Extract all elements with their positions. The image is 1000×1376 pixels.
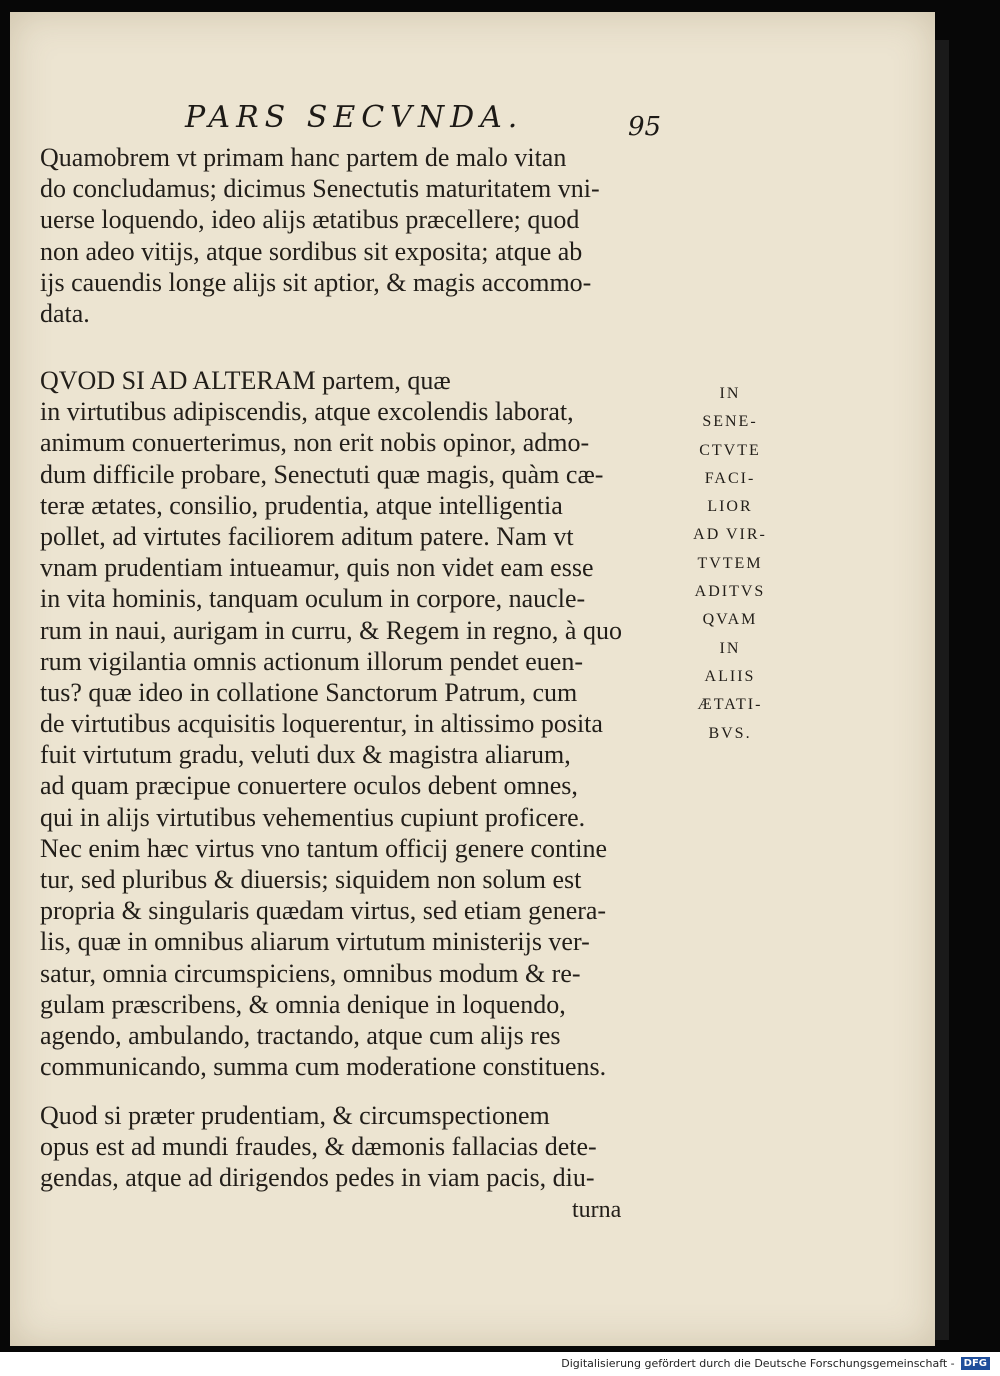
margin-note-line: SENE- <box>702 413 758 431</box>
margin-note <box>685 380 775 748</box>
text-line: communicando, summa cum moderatione constituens. <box>40 1052 607 1082</box>
text-line: ijs cauendis longe alijs sit aptior, & magis accommo- <box>40 267 592 297</box>
text-line: lis, quæ in omnibus aliarum virtutum ministerijs ver- <box>40 927 590 957</box>
text-line: gendas, atque ad dirigendos pedes in viam pacis, diu- <box>40 1163 595 1193</box>
margin-note-line: TVTEM <box>697 554 763 572</box>
catchword: turna <box>572 1197 622 1223</box>
margin-note-line: LIOR <box>707 498 753 516</box>
margin-note-line: AD VIR- <box>693 526 767 544</box>
margin-note-line: ÆTATI- <box>697 696 763 714</box>
margin-note-line: FACI- <box>704 469 756 487</box>
paragraph-3 <box>40 1100 700 1194</box>
text-line: do concludamus; dicimus Senectutis maturitatem vni- <box>40 174 600 204</box>
text-line: in virtutibus adipiscendis, atque excolendis laborat, <box>40 397 574 427</box>
footer-text: Digitalisierung gefördert durch die Deutsche Forschungsgemeinschaft - <box>561 1357 955 1370</box>
text-line: agendo, ambulando, tractando, atque cum alijs res <box>40 1020 561 1050</box>
text-line: teræ ætates, consilio, prudentia, atque intelligentia <box>40 490 563 520</box>
text-line: propria & singularis quædam virtus, sed etiam genera- <box>40 896 607 926</box>
text-line: non adeo vitijs, atque sordibus sit exposita; atque ab <box>40 236 583 266</box>
margin-note-line: ALIIS <box>704 667 756 685</box>
margin-note-line: IN <box>719 385 741 402</box>
text-line: rum vigilantia omnis actionum illorum pendet euen- <box>40 646 583 676</box>
text-line: gulam præscribens, & omnia denique in loquendo, <box>40 989 566 1019</box>
margin-note-line: IN <box>719 639 741 657</box>
text-line: animum conuerterimus, non erit nobis opinor, admo- <box>40 428 590 458</box>
text-line: opus est ad mundi fraudes, & dæmonis fallacias dete- <box>40 1132 597 1162</box>
text-line: Quod si præter prudentiam, & circumspectionem <box>40 1101 550 1130</box>
margin-note-line: ADITVS <box>694 583 766 601</box>
margin-note-line: CTVTE <box>699 441 761 459</box>
paragraph-2 <box>40 365 700 1082</box>
text-line: qui in alijs virtutibus vehementius cupiunt proficere. <box>40 802 586 832</box>
page-number: 95 <box>628 112 662 142</box>
text-line: satur, omnia circumspiciens, omnibus modum & re- <box>40 958 581 988</box>
text-line: fuit virtutum gradu, veluti dux & magistra aliarum, <box>40 740 571 770</box>
dfg-logo: DFG <box>961 1357 990 1370</box>
text-line: Quamobrem vt primam hanc partem de malo vitan <box>40 143 567 172</box>
text-line: vnam prudentiam intueamur, quis non videt eam esse <box>40 553 594 583</box>
page-edge <box>935 40 949 1340</box>
margin-note-line: BVS. <box>708 724 752 742</box>
text-line: pollet, ad virtutes faciliorem aditum patere. Nam vt <box>40 521 574 551</box>
running-head: PARS SECVNDA. <box>185 100 524 135</box>
text-line: dum difficile probare, Senectuti quæ magis, quàm cæ- <box>40 459 604 489</box>
text-line: de virtutibus acquisitis loquerentur, in altissimo posita <box>40 709 603 739</box>
margin-note-line: QVAM <box>702 611 758 629</box>
text-line: in vita hominis, tanquam oculum in corpore, naucle- <box>40 584 586 614</box>
text-line: uerse loquendo, ideo alijs ætatibus præcellere; quod <box>40 205 580 235</box>
text-line: QVOD SI AD ALTERAM partem, quæ <box>40 366 451 395</box>
paragraph-1 <box>40 142 700 329</box>
text-line: rum in naui, aurigam in curru, & Regem in regno, à quo <box>40 615 622 645</box>
text-line: ad quam præcipue conuertere oculos debent omnes, <box>40 771 578 801</box>
text-line: tur, sed pluribus & diuersis; siquidem non solum est <box>40 865 582 894</box>
footer <box>561 1357 990 1370</box>
text-line: data. <box>40 298 90 328</box>
text-line: tus? quæ ideo in collatione Sanctorum Patrum, cum <box>40 677 578 707</box>
text-line: Nec enim hæc virtus vno tantum officij genere contine <box>40 833 608 863</box>
